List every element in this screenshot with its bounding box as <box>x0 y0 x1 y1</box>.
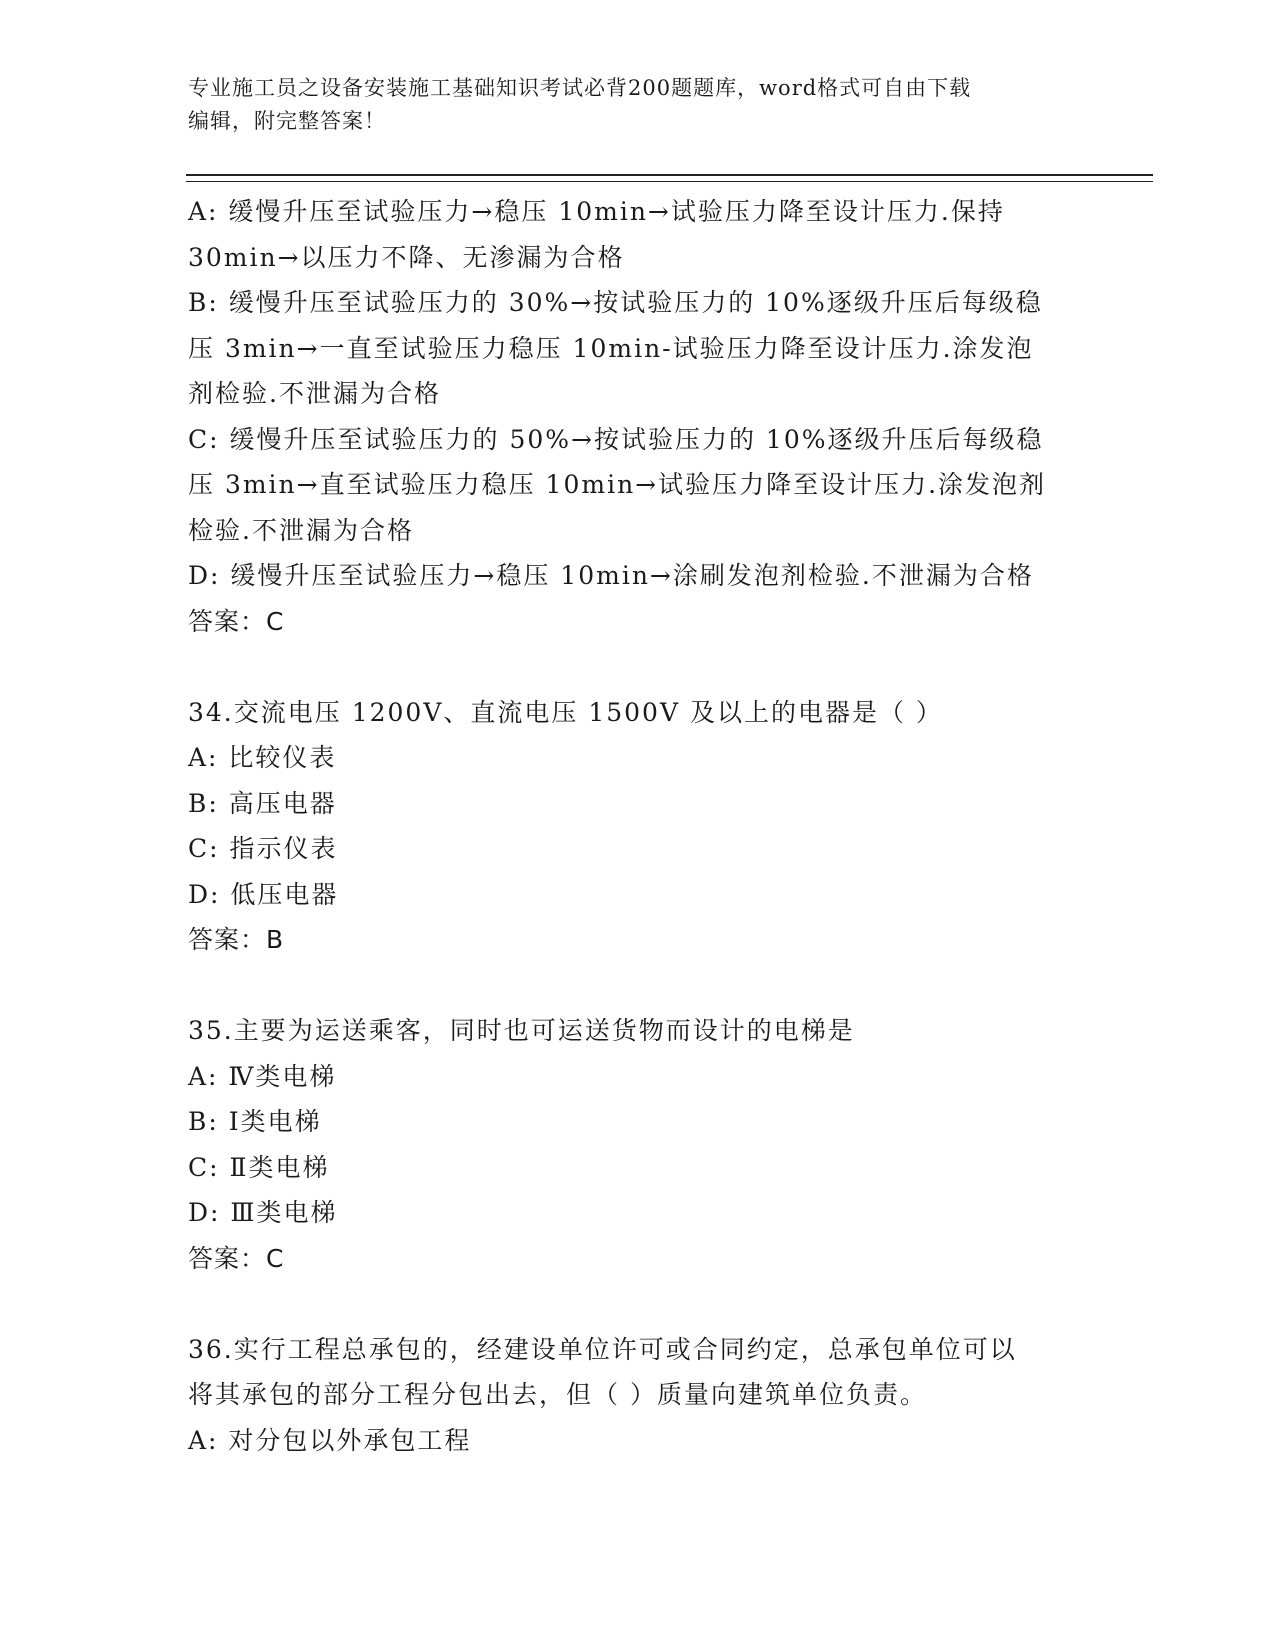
option-a-line-2: 30min→以压力不降、无渗漏为合格 <box>188 242 625 272</box>
option-c-line-3: 检验.不泄漏为合格 <box>188 515 414 545</box>
header-divider-thick <box>186 174 1153 176</box>
question-34 <box>188 690 1088 963</box>
answer-33: 答案：C <box>188 606 285 636</box>
question-36-text-line-1: 36.实行工程总承包的，经建设单位许可或合同约定，总承包单位可以 <box>188 1334 1017 1364</box>
option-c-line-1: C: 缓慢升压至试验压力的 50%→按试验压力的 10%逐级升压后每级稳 <box>188 424 1044 454</box>
option-a-line-1: A: 缓慢升压至试验压力→稳压 10min→试验压力降至设计压力.保持 <box>188 197 1005 226</box>
option-c-line-2: 压 3min→直至试验压力稳压 10min→试验压力降至设计压力.涂发泡剂 <box>188 470 1047 499</box>
question-35-option-c: C: Ⅱ类电梯 <box>188 1152 330 1182</box>
question-36-text-line-2: 将其承包的部分工程分包出去，但（ ）质量向建筑单位负责。 <box>188 1380 927 1409</box>
question-35 <box>188 1008 1088 1281</box>
option-d-line-1: D: 缓慢升压至试验压力→稳压 10min→涂刷发泡剂检验.不泄漏为合格 <box>188 561 1034 590</box>
answer-35: 答案：C <box>188 1243 285 1273</box>
option-b-line-1: B: 缓慢升压至试验压力的 30%→按试验压力的 10%逐级升压后每级稳 <box>188 288 1043 317</box>
answer-34: 答案：B <box>188 925 285 954</box>
document-body <box>188 189 1088 1463</box>
question-35-option-a: A: Ⅳ类电梯 <box>188 1061 337 1091</box>
header-divider-thin <box>186 181 1153 182</box>
document-header <box>188 72 1068 138</box>
spacer <box>188 1281 1088 1327</box>
header-title-line-2: 编辑，附完整答案！ <box>188 109 386 133</box>
option-b-line-3: 剂检验.不泄漏为合格 <box>188 379 441 408</box>
header-title-line-1: 专业施工员之设备安装施工基础知识考试必背200题题库，word格式可自由下载 <box>188 76 972 100</box>
question-34-option-a: A: 比较仪表 <box>188 743 337 772</box>
spacer <box>188 963 1088 1009</box>
question-35-option-b: B: Ⅰ类电梯 <box>188 1107 322 1136</box>
question-34-text: 34.交流电压 1200V、直流电压 1500V 及以上的电器是（ ） <box>188 697 943 727</box>
question-35-text: 35.主要为运送乘客，同时也可运送货物而设计的电梯是 <box>188 1016 855 1045</box>
question-36-option-a: A: 对分包以外承包工程 <box>188 1425 472 1455</box>
option-b-line-2: 压 3min→一直至试验压力稳压 10min-试验压力降至设计压力.涂发泡 <box>188 333 1034 363</box>
question-34-option-d: D: 低压电器 <box>188 879 339 909</box>
question-36 <box>188 1327 1088 1464</box>
spacer <box>188 644 1088 690</box>
question-34-option-b: B: 高压电器 <box>188 788 337 818</box>
question-35-option-d: D: Ⅲ类电梯 <box>188 1198 338 1227</box>
question-34-option-c: C: 指示仪表 <box>188 834 338 863</box>
question-33-options <box>188 189 1088 644</box>
